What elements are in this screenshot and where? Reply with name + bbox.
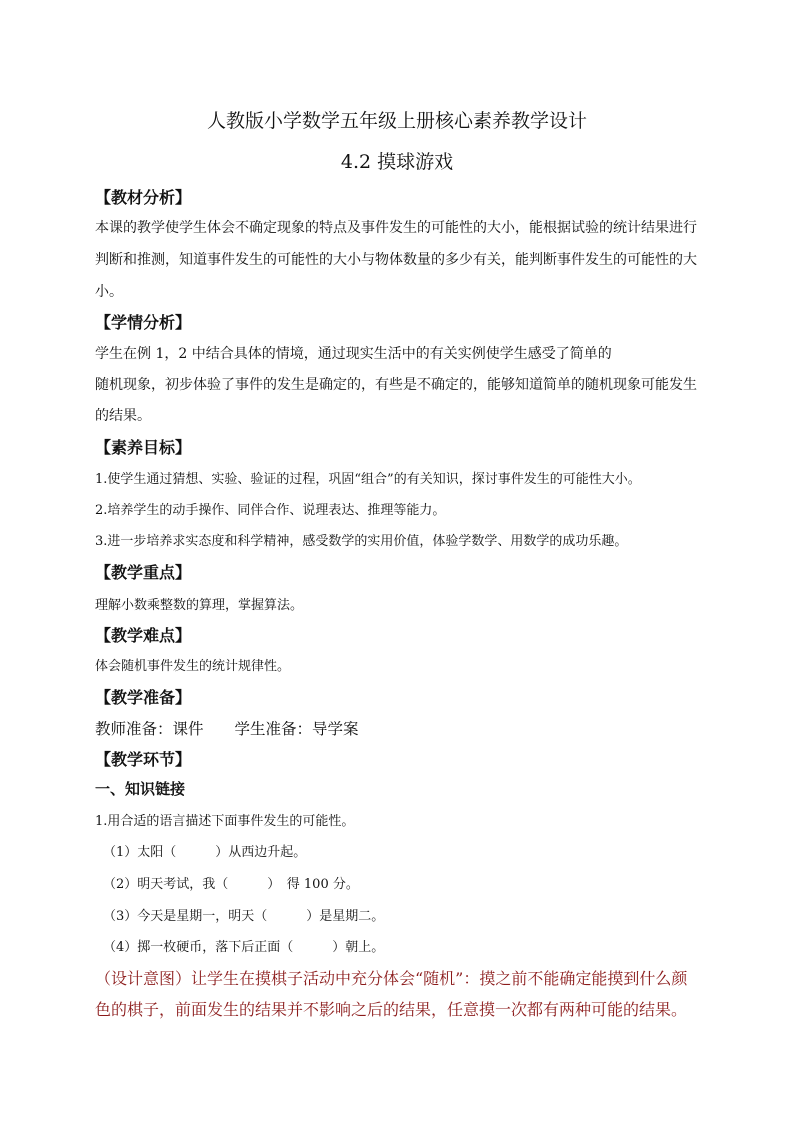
textbook-analysis-line: 判断和推测，知道事件发生的可能性的大小与物体数量的多少有关，能判断事件发生的可能性的大: [95, 252, 697, 268]
document-title: 人教版小学数学五年级上册核心素养教学设计: [206, 110, 587, 132]
exercise-item: （1）太阳（ ）从西边升起。: [103, 845, 307, 860]
exercise-item: （3）今天是星期一，明天（ ）是星期二。: [103, 909, 385, 924]
student-analysis-line: 学生在例 1，2 中结合具体的情境，通过现实生活中的有关实例使学生感受了简单的: [95, 346, 612, 362]
design-intent-line: 色的棋子，前面发生的结果并不影响之后的结果，任意摸一次都有两种可能的结果。: [95, 1000, 688, 1019]
exercise-prompt: 1.用合适的语言描述下面事件发生的可能性。: [95, 814, 355, 829]
heading-knowledge-link: 一、知识链接: [95, 780, 186, 798]
preparation-text: 教师准备：课件 学生准备：导学案: [95, 720, 359, 738]
heading-student-analysis: 【学情分析】: [95, 313, 192, 332]
literacy-goal-item: 3.进一步培养求实态度和科学精神，感受数学的实用价值，体验学数学、用数学的成功乐趣。: [95, 534, 628, 549]
heading-key-points: 【教学重点】: [95, 563, 192, 582]
student-analysis-line: 随机现象，初步体验了事件的发生是确定的，有些是不确定的，能够知道简单的随机现象可能发生: [95, 377, 697, 393]
exercise-item: （2）明天考试，我（ ） 得 100 分。: [103, 877, 359, 892]
literacy-goal-item: 2.培养学生的动手操作、同伴合作、说理表达、推理等能力。: [95, 503, 446, 518]
difficulties-text: 体会随机事件发生的统计规律性。: [95, 659, 291, 674]
literacy-goal-item: 1.使学生通过猜想、实验、验证的过程，巩固“组合”的有关知识，探讨事件发生的可能性大小。: [95, 472, 641, 487]
design-intent-line: （设计意图）让学生在摸棋子活动中充分体会“随机”：摸之前不能确定能摸到什么颜: [95, 969, 688, 988]
textbook-analysis-line: 本课的教学使学生体会不确定现象的特点及事件发生的可能性的大小，能根据试验的统计结果进行: [95, 220, 697, 236]
lesson-subtitle: 4.2 摸球游戏: [340, 151, 454, 173]
key-points-text: 理解小数乘整数的算理，掌握算法。: [95, 598, 304, 613]
student-analysis-line: 的结果。: [95, 408, 151, 424]
heading-literacy-goals: 【素养目标】: [95, 438, 192, 457]
heading-teaching-process: 【教学环节】: [95, 750, 192, 769]
exercise-item: （4）掷一枚硬币，落下后正面（ ）朝上。: [103, 940, 385, 955]
heading-preparation: 【教学准备】: [95, 688, 192, 707]
heading-difficulties: 【教学难点】: [95, 626, 192, 645]
textbook-analysis-line: 小。: [95, 284, 123, 300]
heading-textbook-analysis: 【教材分析】: [95, 188, 192, 207]
